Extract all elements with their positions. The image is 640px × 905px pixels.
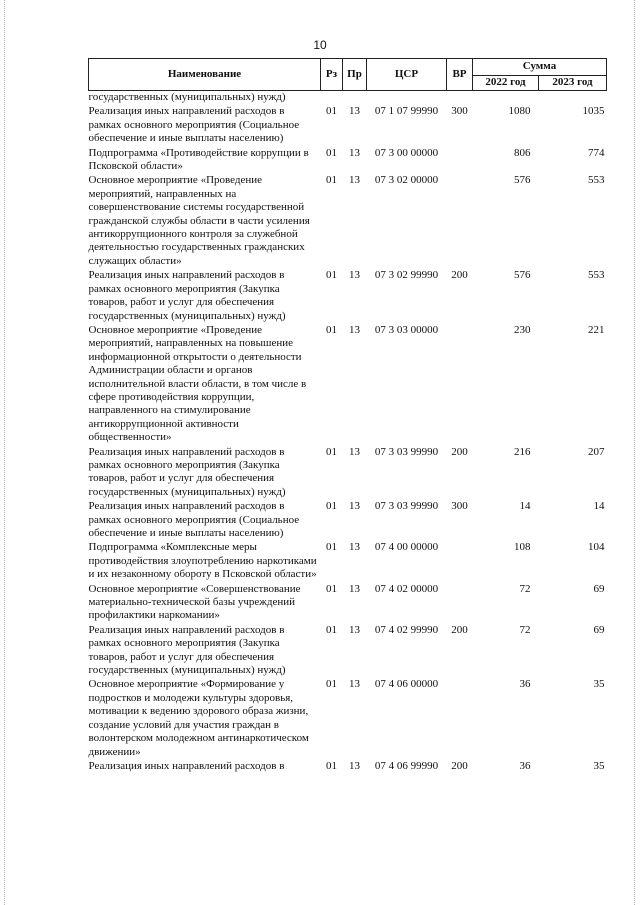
cell-sum-2022: 72 bbox=[519, 582, 531, 595]
cell-csr: 07 4 06 99990 bbox=[374, 759, 439, 772]
cell-sum-2023: 553 bbox=[588, 174, 605, 187]
cell-sum-2022: 576 bbox=[514, 174, 531, 187]
cell-sum-2023: 104 bbox=[588, 541, 605, 554]
cell-vr bbox=[447, 678, 473, 759]
header-sum: Сумма bbox=[473, 59, 607, 76]
table-row bbox=[89, 678, 607, 759]
cell-sum-2023 bbox=[539, 91, 607, 106]
cell-csr: 07 4 00 00000 bbox=[374, 541, 439, 554]
cell-sum-2022: 1080 bbox=[508, 105, 531, 118]
cell-sum-2023: 221 bbox=[588, 323, 605, 336]
cell-name: Реализация иных направлений расходов в рамках основного мероприятия (Закупка товаров, работ и услуг для обеспечения государственных (муниципальных) нужд) bbox=[88, 623, 286, 677]
cell-rz bbox=[321, 91, 343, 106]
cell-csr: 07 4 06 00000 bbox=[374, 678, 439, 691]
cell-pr: 13 bbox=[349, 678, 360, 691]
cell-rz: 01 bbox=[326, 541, 337, 554]
header-rz: Рз bbox=[321, 59, 343, 91]
cell-rz: 01 bbox=[326, 623, 337, 636]
scan-edge-left bbox=[4, 0, 6, 905]
cell-rz: 01 bbox=[326, 323, 337, 336]
table-row bbox=[89, 105, 607, 146]
cell-rz: 01 bbox=[326, 678, 337, 691]
cell-sum-2022: 108 bbox=[514, 541, 531, 554]
cell-pr: 13 bbox=[349, 146, 360, 159]
cell-name: Реализация иных направлений расходов в рамках основного мероприятия (Закупка товаров, работ и услуг для обеспечения государственных (муниципальных) нужд) bbox=[88, 445, 286, 498]
cell-vr bbox=[447, 147, 473, 175]
cell-pr: 13 bbox=[349, 541, 360, 554]
table-row bbox=[89, 583, 607, 624]
cell-sum-2022: 576 bbox=[514, 269, 531, 282]
cell-pr: 13 bbox=[349, 582, 360, 595]
cell-vr bbox=[447, 541, 473, 582]
table-row bbox=[89, 760, 607, 774]
cell-csr: 07 3 02 00000 bbox=[374, 174, 439, 187]
cell-name: государственных (муниципальных) нужд) bbox=[88, 91, 286, 103]
cell-csr: 07 3 02 99990 bbox=[374, 269, 439, 282]
table-row bbox=[89, 269, 607, 324]
header-pr: Пр bbox=[343, 59, 367, 91]
cell-sum-2023: 35 bbox=[593, 678, 605, 691]
cell-pr: 13 bbox=[349, 445, 360, 458]
cell-pr: 13 bbox=[349, 759, 360, 772]
cell-rz: 01 bbox=[326, 105, 337, 118]
cell-vr: 300 bbox=[451, 500, 468, 513]
cell-name: Реализация иных направлений расходов в рамках основного мероприятия (Социальное обеспечение и иные выплаты населению) bbox=[88, 105, 300, 145]
cell-vr bbox=[447, 91, 473, 106]
table-body bbox=[89, 91, 607, 775]
cell-pr: 13 bbox=[349, 623, 360, 636]
cell-csr: 07 4 02 99990 bbox=[374, 623, 439, 636]
cell-csr: 07 4 02 00000 bbox=[374, 582, 439, 595]
cell-rz: 01 bbox=[326, 269, 337, 282]
cell-sum-2022: 36 bbox=[519, 678, 531, 691]
budget-table bbox=[88, 58, 607, 774]
cell-sum-2022: 36 bbox=[519, 759, 531, 772]
cell-sum-2023: 207 bbox=[588, 445, 605, 458]
cell-name: Основное мероприятие «Совершенствование материально-технической базы учреждений профилактики наркомании» bbox=[88, 582, 301, 622]
cell-vr bbox=[447, 583, 473, 624]
cell-name: Подпрограмма «Комплексные меры противодействия злоупотреблению наркотиками и их незаконному обороту в Псковской области» bbox=[88, 541, 317, 581]
cell-csr bbox=[367, 91, 447, 106]
cell-name: Основное мероприятие «Формирование у подростков и молодежи культуры здоровья, мотивации к ведению здорового образа жизни, создание условий для участия граждан в волонтерском молодежном антинаркотическом движении» bbox=[88, 678, 309, 758]
cell-rz: 01 bbox=[326, 174, 337, 187]
cell-name: Реализация иных направлений расходов в рамках основного мероприятия (Закупка товаров, работ и услуг для обеспечения государственных (муниципальных) нужд) bbox=[88, 269, 286, 322]
cell-name: Основное мероприятие «Проведение мероприятий, направленных на совершенствование системы государственной гражданской службы области в части усиления антикоррупционного контроля за служебной деятельностью государственных гражданских служащих области» bbox=[88, 174, 310, 267]
cell-name: Основное мероприятие «Проведение мероприятий, направленных на повышение информационной открытости о деятельности Администрации области и органов исполнительной власти области, в том числе в сфере противодействия коррупции, направленного на стимулирование антикоррупционной активности общественности» bbox=[88, 323, 307, 444]
header-vr: ВР bbox=[447, 59, 473, 91]
cell-csr: 07 3 03 99990 bbox=[374, 445, 439, 458]
table-row bbox=[89, 446, 607, 501]
cell-csr: 07 3 03 00000 bbox=[374, 323, 439, 336]
table-row bbox=[89, 147, 607, 175]
cell-sum-2023: 35 bbox=[593, 759, 605, 772]
cell-pr: 13 bbox=[349, 500, 360, 513]
cell-pr: 13 bbox=[349, 269, 360, 282]
cell-sum-2022: 14 bbox=[519, 500, 531, 513]
header-name: Наименование bbox=[89, 59, 321, 91]
cell-vr: 200 bbox=[451, 445, 468, 458]
cell-sum-2023: 1035 bbox=[582, 105, 605, 118]
cell-vr: 200 bbox=[451, 759, 468, 772]
cell-rz: 01 bbox=[326, 500, 337, 513]
cell-csr: 07 1 07 99990 bbox=[374, 105, 439, 118]
cell-vr bbox=[447, 174, 473, 269]
header-year-2022: 2022 год bbox=[473, 76, 539, 91]
cell-sum-2022: 806 bbox=[514, 146, 531, 159]
cell-rz: 01 bbox=[326, 146, 337, 159]
cell-vr: 200 bbox=[451, 623, 468, 636]
cell-vr bbox=[447, 324, 473, 446]
cell-vr: 200 bbox=[451, 269, 468, 282]
cell-sum-2023: 553 bbox=[588, 269, 605, 282]
cell-pr: 13 bbox=[349, 323, 360, 336]
cell-csr: 07 3 03 99990 bbox=[374, 500, 439, 513]
table-row bbox=[89, 324, 607, 446]
table-row bbox=[89, 541, 607, 582]
header-year-2023: 2023 год bbox=[539, 76, 607, 91]
table-row bbox=[89, 500, 607, 541]
cell-rz: 01 bbox=[326, 445, 337, 458]
table-header bbox=[89, 59, 607, 91]
cell-pr bbox=[343, 91, 367, 106]
table-row bbox=[89, 624, 607, 679]
cell-sum-2022: 230 bbox=[514, 323, 531, 336]
cell-pr: 13 bbox=[349, 105, 360, 118]
cell-name: Подпрограмма «Противодействие коррупции в Псковской области» bbox=[88, 146, 309, 173]
cell-rz: 01 bbox=[326, 759, 337, 772]
cell-rz: 01 bbox=[326, 582, 337, 595]
cell-sum-2023: 774 bbox=[588, 146, 605, 159]
table-row bbox=[89, 174, 607, 269]
cell-sum-2023: 69 bbox=[593, 623, 605, 636]
scan-edge-right bbox=[634, 0, 636, 905]
cell-name: Реализация иных направлений расходов в рамках основного мероприятия (Социальное обеспечение и иные выплаты населению) bbox=[88, 500, 300, 539]
header-csr: ЦСР bbox=[367, 59, 447, 91]
cell-sum-2023: 14 bbox=[593, 500, 605, 513]
page-number: 10 bbox=[313, 38, 327, 52]
cell-csr: 07 3 00 00000 bbox=[374, 146, 439, 159]
cell-sum-2022: 216 bbox=[514, 445, 531, 458]
cell-sum-2022: 72 bbox=[519, 623, 531, 636]
cell-pr: 13 bbox=[349, 174, 360, 187]
cell-sum-2022 bbox=[473, 91, 539, 106]
cell-name: Реализация иных направлений расходов в bbox=[88, 759, 285, 772]
cell-vr: 300 bbox=[451, 105, 468, 118]
cell-sum-2023: 69 bbox=[593, 582, 605, 595]
table-row bbox=[89, 91, 607, 106]
